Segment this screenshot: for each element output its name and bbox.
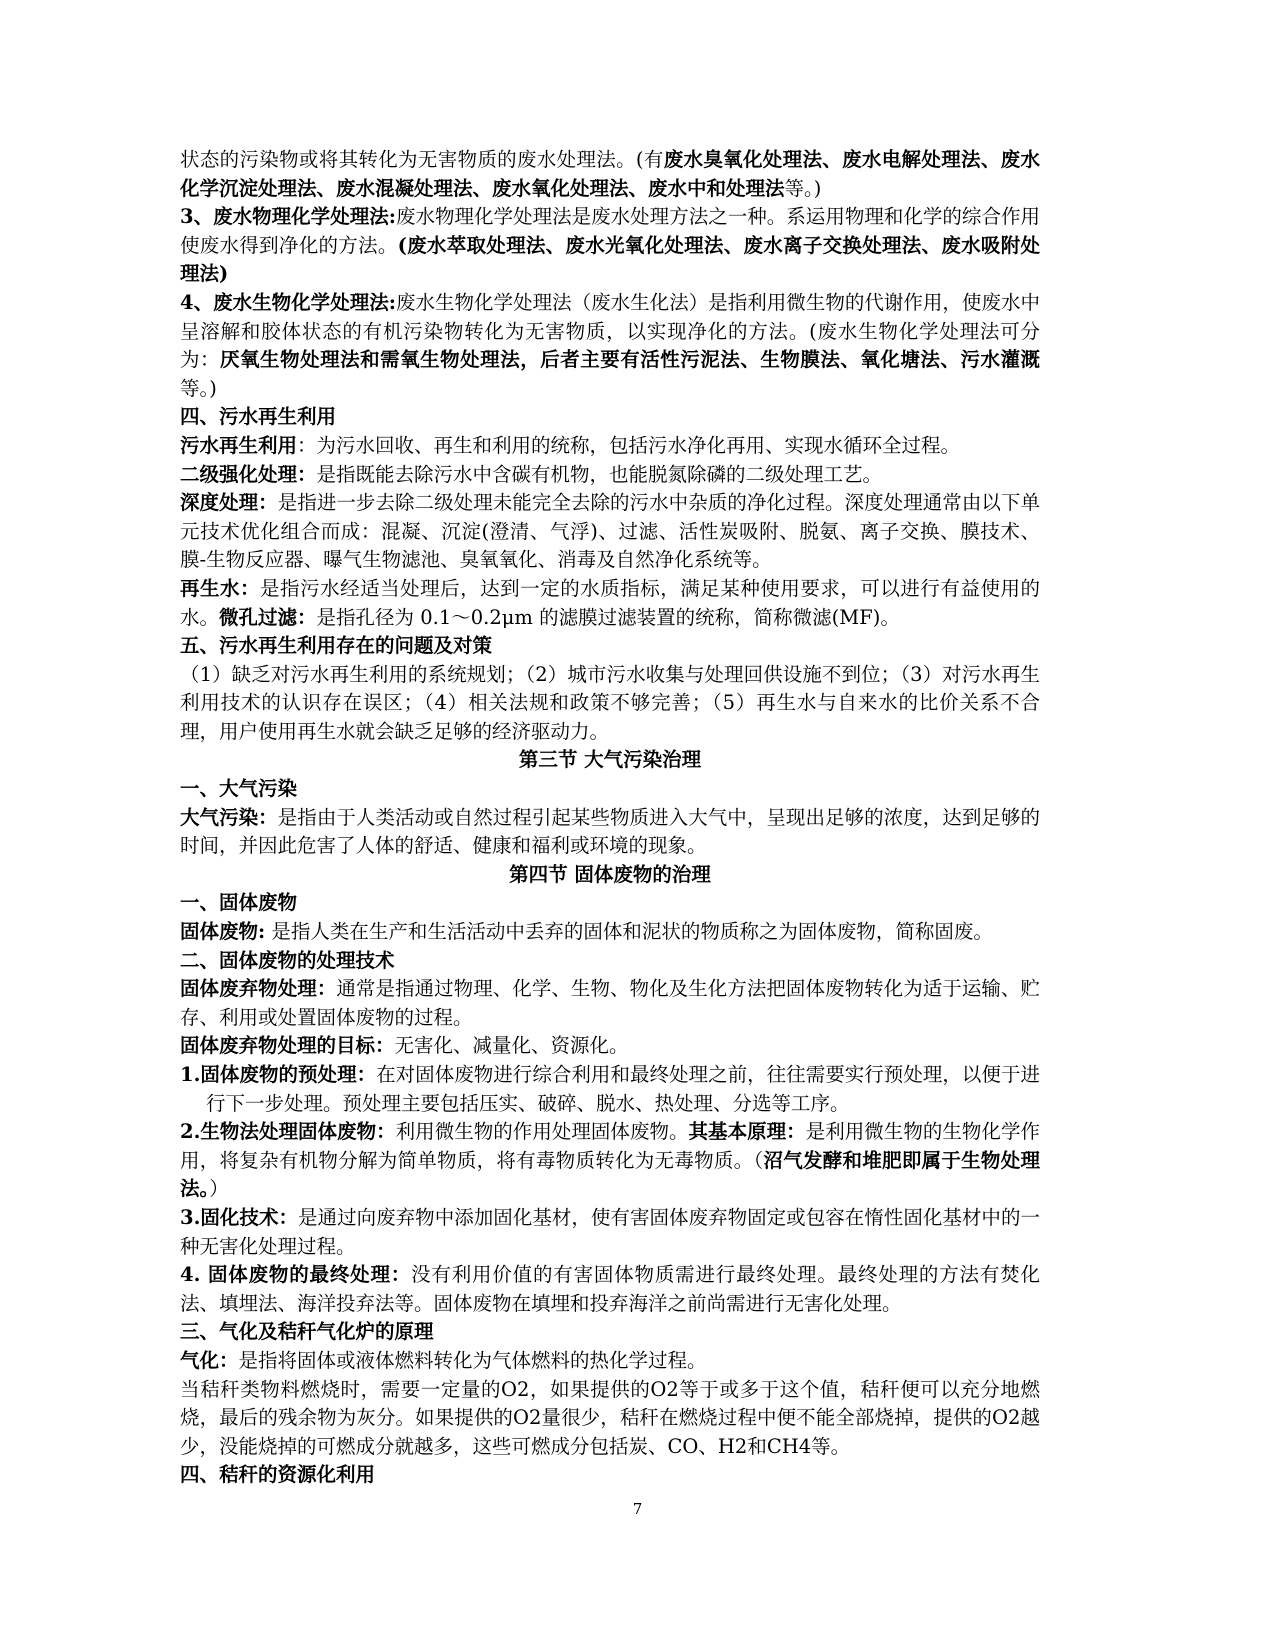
paragraph-pretreatment: 1.固体废物的预处理：在对固体废物进行综合利用和最终处理之前，往往需要实行预处理，以便于进行下一步处理。预处理主要包括压实、破碎、脱水、热处理、分选等工序。 — [180, 1063, 1040, 1115]
paragraph-air-pollution: 大气污染：是指由于人类活动或自然过程引起某些物质进入大气中，呈现出足够的浓度，达到足够的时间，并因此危害了人体的舒适、健康和福利或环境的现象。 — [180, 805, 1040, 858]
section-title-air: 第三节 大气污染治理 — [518, 748, 702, 772]
paragraph-physicochemical: 3、废水物理化学处理法:废水物理化学处理法是废水处理方法之一种。系运用物理和化学的综合作用使废水得到净化的方法。(废水萃取处理法、废水光氧化处理法、废水离子交换处理法、废水吸附处理法) — [180, 205, 1040, 286]
heading-gasification: 三、气化及秸秆气化炉的原理 — [180, 1320, 434, 1344]
paragraph-biochemical: 4、废水生物化学处理法:废水生物化学处理法（废水生化法）是指利用微生物的代谢作用，使废水中呈溶解和胶体状态的有机污染物转化为无害物质，以实现净化的方法。(废水生物化学处理法可分为：厌氧生物处理法和需氧生物处理法，后者主要有活性污泥法、生物膜法、氧化塘法、污水灌溉等。) — [180, 290, 1040, 400]
term-physicochemical: 3、废水物理化学处理法: — [180, 205, 396, 229]
paragraph-gasification-definition: 气化：是指将固体或液体燃料转化为气体燃料的热化学过程。 — [180, 1348, 707, 1372]
paragraph-advanced-treatment: 深度处理：是指进一步去除二级处理未能完全去除的污水中杂质的净化过程。深度处理通常由以下单元技术优化组合而成：混凝、沉淀(澄清、气浮)、过滤、活性炭吸附、脱氨、离子交换、膜技术、膜-生物反应器、曝气生物滤池、臭氧氧化、消毒及自然净化系统等。 — [180, 491, 1040, 572]
heading-straw-reuse: 四、秸秆的资源化利用 — [180, 1463, 376, 1487]
heading-reuse-problems: 五、污水再生利用存在的问题及对策 — [180, 634, 493, 658]
bold-method-list: 废水臭氧化处理法、废水电解处理法、废水化学沉淀处理法、废水混凝处理法、废水氧化处理法、废水中和处理法 — [180, 148, 1040, 200]
paragraph-biological-treatment: 2.生物法处理固体废物：利用微生物的作用处理固体废物。其基本原理：是利用微生物的生物化学作用，将复杂有机物分解为简单物质，将有毒物质转化为无毒物质。（沼气发酵和堆肥即属于生物处理法。） — [180, 1120, 1040, 1201]
paragraph-reclaimed-water: 再生水：是指污水经适当处理后，达到一定的水质指标，满足某种使用要求，可以进行有益使用的水。微孔过滤：是指孔径为 0.1～0.2μm 的滤膜过滤装置的统称，简称微滤(MF)。 — [180, 576, 1040, 629]
paragraph-solidification: 3.固化技术：是通过向废弃物中添加固化基材，使有害固体废弃物固定或包容在惰性固化基材中的一种无害化处理过程。 — [180, 1205, 1040, 1258]
paragraph-chemical-methods: 状态的污染物或将其转化为无害物质的废水处理法。(有废水臭氧化处理法、废水电解处理法、废水化学沉淀处理法、废水混凝处理法、废水氧化处理法、废水中和处理法等。) — [180, 148, 1040, 200]
section-title-solid-waste: 第四节 固体废物的治理 — [509, 862, 711, 886]
term-biochemical: 4、废水生物化学处理法: — [180, 290, 396, 314]
document-page — [180, 146, 1040, 1490]
heading-wastewater-reuse: 四、污水再生利用 — [180, 405, 337, 429]
paragraph-final-disposal: 4. 固体废物的最终处理：没有利用价值的有害固体物质需进行最终处理。最终处理的方法有焚化法、填埋法、海洋投弃法等。固体废物在填埋和投弃海洋之前尚需进行无害化处理。 — [180, 1263, 1040, 1315]
paragraph-treatment-goals: 固体废弃物处理的目标：无害化、减量化、资源化。 — [180, 1034, 629, 1058]
paragraph-reuse-problems: （1）缺乏对污水再生利用的系统规划；（2）城市污水收集与处理回供设施不到位；（3）对污水再生利用技术的认识存在误区；（4）相关法规和政策不够完善；（5）再生水与自来水的比价关系不合理，用户使用再生水就会缺乏足够的经济驱动力。 — [180, 662, 1040, 743]
heading-solid-waste: 一、固体废物 — [180, 891, 298, 915]
page-number: 7 — [632, 1500, 643, 1518]
paragraph-enhanced-secondary: 二级强化处理：是指既能去除污水中含碳有机物，也能脱氮除磷的二级处理工艺。 — [180, 462, 883, 486]
paragraph-reuse-definition: 污水再生利用：为污水回收、再生和利用的统称，包括污水净化再用、实现水循环全过程。 — [180, 433, 961, 457]
heading-solid-waste-tech: 二、固体废物的处理技术 — [180, 948, 395, 972]
paragraph-waste-treatment: 固体废弃物处理：通常是指通过物理、化学、生物、物化及生化方法把固体废物转化为适于运输、贮存、利用或处置固体废物的过程。 — [180, 977, 1040, 1029]
paragraph-straw-combustion: 当秸秆类物料燃烧时，需要一定量的O2，如果提供的O2等于或多于这个值，秸秆便可以充分地燃烧，最后的残余物为灰分。如果提供的O2量很少，秸秆在燃烧过程中便不能全部烧掉，提供的O2越少，没能烧掉的可燃成分就越多，这些可燃成分包括炭、CO、H2和CH4等。 — [180, 1377, 1040, 1458]
heading-air-pollution: 一、大气污染 — [180, 777, 298, 801]
paragraph-solid-waste: 固体废物: 是指人类在生产和生活活动中丢弃的固体和泥状的物质称之为固体废物，简称固废。 — [180, 920, 993, 944]
